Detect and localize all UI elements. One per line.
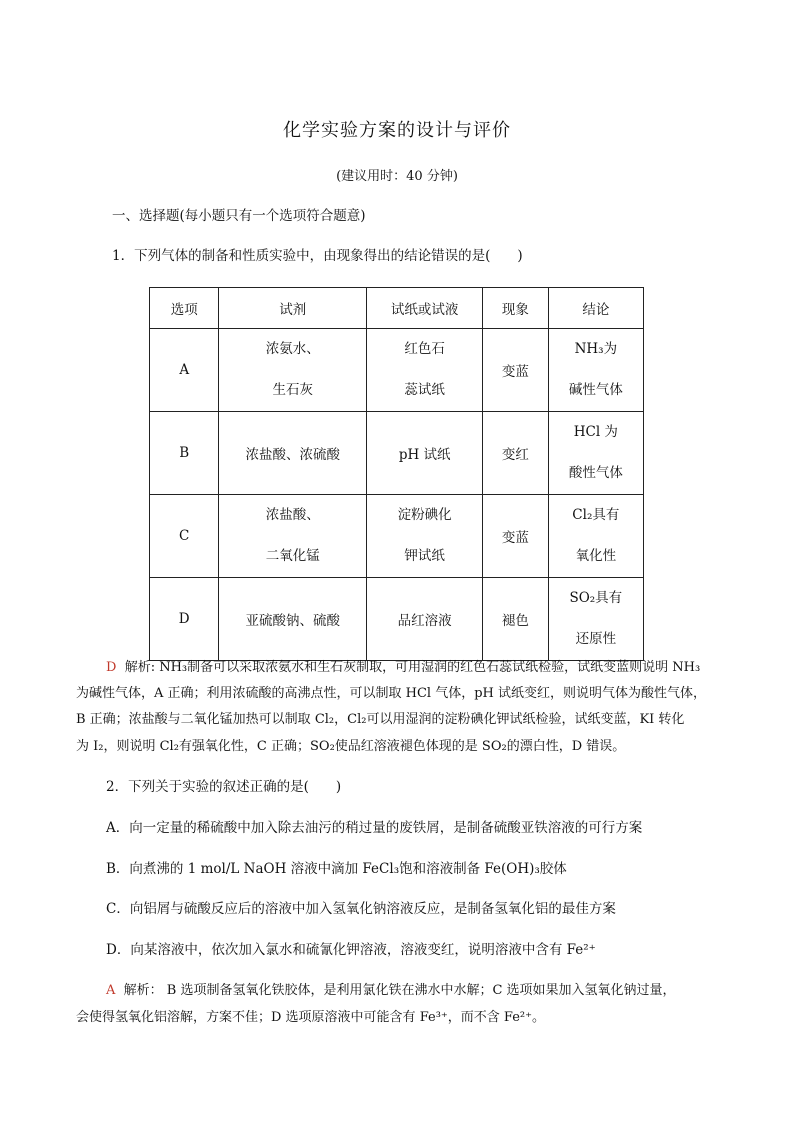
q2-stem: 2．下列关于实验的叙述正确的是( )	[106, 779, 342, 795]
reagent-cell: 浓盐酸、 二氧化锰	[219, 495, 367, 578]
paper-cell: 淀粉碘化 钾试纸	[367, 495, 483, 578]
table-header-cell: 选项	[150, 288, 219, 329]
conclusion-cell: HCl 为 酸性气体	[548, 412, 643, 495]
reagent-cell: 亚硫酸钠、硫酸	[219, 578, 367, 661]
reagent-cell: 浓盐酸、浓硫酸	[219, 412, 367, 495]
q1-analysis-line: D 解析: NH₃制备可以采取浓氨水和生石灰制取，可用湿润的红色石蕊试纸检验，试纸变蓝则说明 NH₃	[106, 660, 701, 675]
paper-cell: 红色石 蕊试纸	[367, 329, 483, 412]
table-row	[150, 495, 644, 578]
q1-analysis-line: B 正确；浓盐酸与二氧化锰加热可以制取 Cl₂，Cl₂可以用湿润的淀粉碘化钾试纸检验，试纸变蓝，KI 转化	[76, 712, 685, 727]
paper-cell: pH 试纸	[367, 412, 483, 495]
q2-analysis-line: 会使得氢氧化铝溶解，方案不佳；D 选项原溶液中可能含有 Fe³⁺，而不含 Fe²⁺。	[76, 1010, 545, 1025]
phenomenon-cell: 褪色	[483, 578, 548, 661]
q1-stem: 1．下列气体的制备和性质实验中，由现象得出的结论错误的是( )	[112, 248, 523, 264]
q1-analysis-line: 为碱性气体，A 正确；利用浓硫酸的高沸点性，可以制取 HCl 气体，pH 试纸变红，则说明气体为酸性气体，	[76, 686, 707, 701]
q2-analysis-line: A 解析： B 选项制备氢氧化铁胶体，是利用氯化铁在沸水中水解；C 选项如果加入氢氧化钠过量，	[106, 983, 676, 998]
q1-answer: D	[106, 660, 117, 675]
q2-option: D．向某溶液中，依次加入氯水和硫氰化钾溶液，溶液变红，说明溶液中含有 Fe²⁺	[106, 942, 596, 958]
q2-answer: A	[106, 983, 116, 998]
option-cell: C	[150, 495, 219, 578]
time-hint: (建议用时：40 分钟)	[336, 169, 458, 184]
option-cell: B	[150, 412, 219, 495]
table-header-row	[150, 288, 644, 329]
q1-table	[149, 287, 644, 661]
paper-cell: 品红溶液	[367, 578, 483, 661]
phenomenon-cell: 变蓝	[483, 329, 548, 412]
table-header-cell: 现象	[483, 288, 548, 329]
option-cell: A	[150, 329, 219, 412]
phenomenon-cell: 变红	[483, 412, 548, 495]
option-cell: D	[150, 578, 219, 661]
reagent-cell: 浓氨水、 生石灰	[219, 329, 367, 412]
table-header-cell: 试纸或试液	[367, 288, 483, 329]
table-row	[150, 329, 644, 412]
phenomenon-cell: 变蓝	[483, 495, 548, 578]
page-title: 化学实验方案的设计与评价	[283, 120, 511, 141]
table-header-cell: 试剂	[219, 288, 367, 329]
q2-option: B．向煮沸的 1 mol/L NaOH 溶液中滴加 FeCl₃饱和溶液制备 Fe(OH)₃胶体	[106, 861, 567, 877]
conclusion-cell: NH₃为 碱性气体	[548, 329, 643, 412]
q1-analysis-line: 为 I₂，则说明 Cl₂有强氧化性，C 正确；SO₂使品红溶液褪色体现的是 SO₂的漂白性，D 错误。	[76, 739, 626, 754]
table-header-cell: 结论	[548, 288, 643, 329]
q2-option: A．向一定量的稀硫酸中加入除去油污的稍过量的废铁屑，是制备硫酸亚铁溶液的可行方案	[106, 820, 643, 836]
q2-option: C．向铝屑与硫酸反应后的溶液中加入氢氧化钠溶液反应，是制备氢氧化铝的最佳方案	[106, 901, 616, 917]
section-heading: 一、选择题(每小题只有一个选项符合题意)	[112, 208, 366, 224]
conclusion-cell: SO₂具有 还原性	[548, 578, 643, 661]
table-row	[150, 412, 644, 495]
conclusion-cell: Cl₂具有 氧化性	[548, 495, 643, 578]
table-row	[150, 578, 644, 661]
